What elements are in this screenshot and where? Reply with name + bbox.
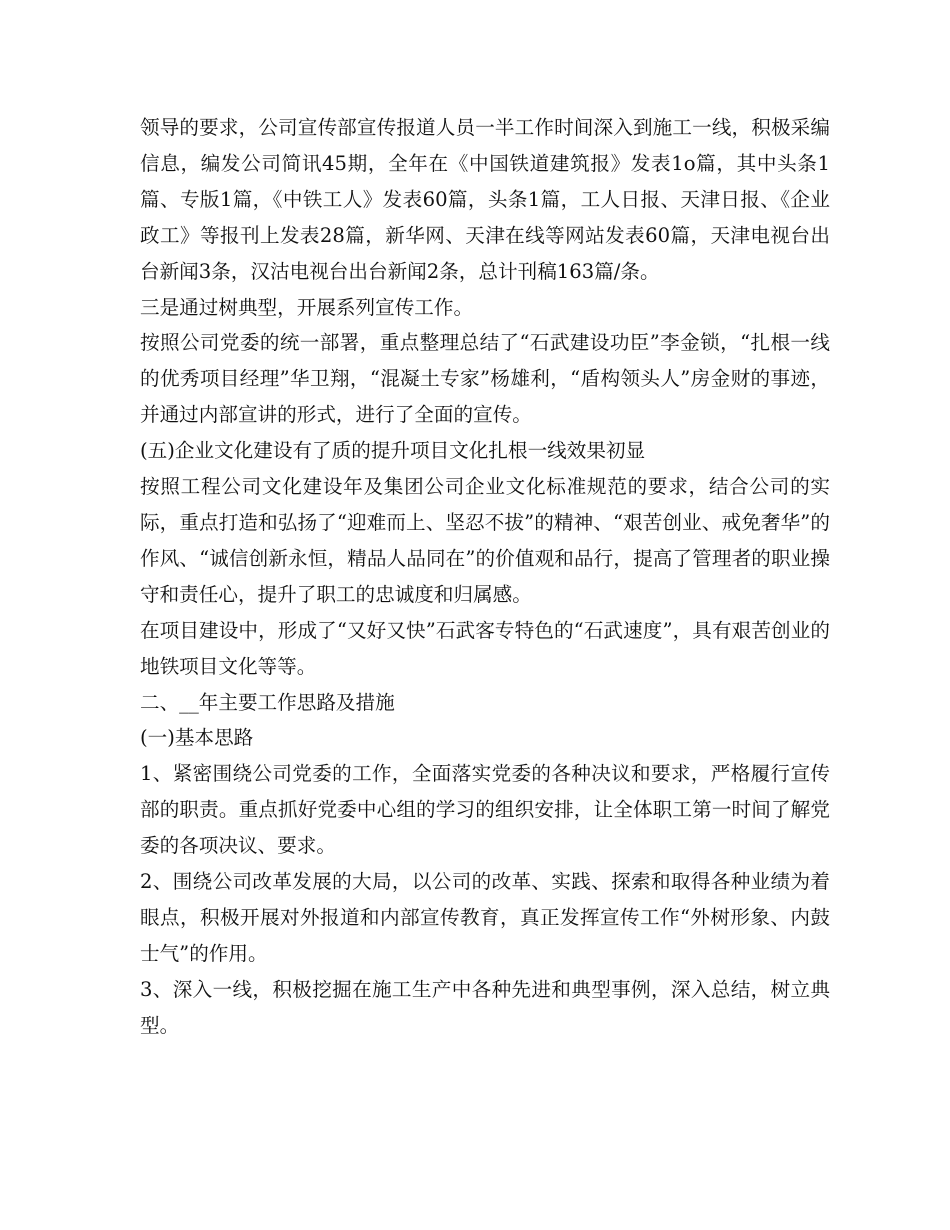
section-heading-culture: (五)企业文化建设有了质的提升项目文化扎根一线效果初显 [140,439,646,463]
paragraph-role-models: 按照公司党委的统一部署，重点整理总结了“石武建设功臣”李金锁，“扎根一线的优秀项目经理”华卫翔，“混凝土专家”杨雄利，“盾构领头人”房金财的事迹，并通过内部宣讲的形式，进行了全面的宣传。 [140,331,830,427]
paragraph-point-three: 三是通过树典型，开展系列宣传工作。 [140,295,474,319]
paragraph-project-culture: 在项目建设中，形成了“又好又快”石武客专特色的“石武速度”，具有艰苦创业的地铁项目文化等等。 [140,618,830,678]
subheading-basic-approach: (一)基本思路 [140,726,254,750]
paragraph-publicity-stats: 领导的要求，公司宣传部宣传报道人员一半工作时间深入到施工一线，积极采编信息，编发公司简讯45期，全年在《中国铁道建筑报》发表1o篇，其中头条1篇、专版1篇，《中铁工人》发表60篇，头条1篇，工人日报、天津日报、《企业政工》等报刊上发表28篇，新华网、天津在线等网站发表60篇，天津电视台出台新闻3条，汉沽电视台出台新闻2条，总计刊稿163篇/条。 [140,116,830,283]
list-item-1: 1、紧密围绕公司党委的工作，全面落实党委的各种决议和要求，严格履行宣传部的职责。重点抓好党委中心组的学习的组织安排，让全体职工第一时间了解党委的各项决议、要求。 [140,762,830,858]
paragraph-culture-building: 按照工程公司文化建设年及集团公司企业文化标准规范的要求，结合公司的实际，重点打造和弘扬了“迎难而上、坚忍不拔”的精神、“艰苦创业、戒免奢华”的作风、“诚信创新永恒，精品人品同在”的价值观和品行，提高了管理者的职业操守和责任心，提升了职工的忠诚度和归属感。 [140,475,830,606]
list-item-3: 3、深入一线，积极挖掘在施工生产中各种先进和典型事例，深入总结，树立典型。 [140,977,830,1037]
section-heading-plan: 二、__年主要工作思路及措施 [140,690,395,714]
list-item-2: 2、围绕公司改革发展的大局，以公司的改革、实践、探索和取得各种业绩为着眼点，积极开展对外报道和内部宣传教育，真正发挥宣传工作“外树形象、内鼓士气”的作用。 [140,870,830,965]
document-body [140,110,830,1044]
